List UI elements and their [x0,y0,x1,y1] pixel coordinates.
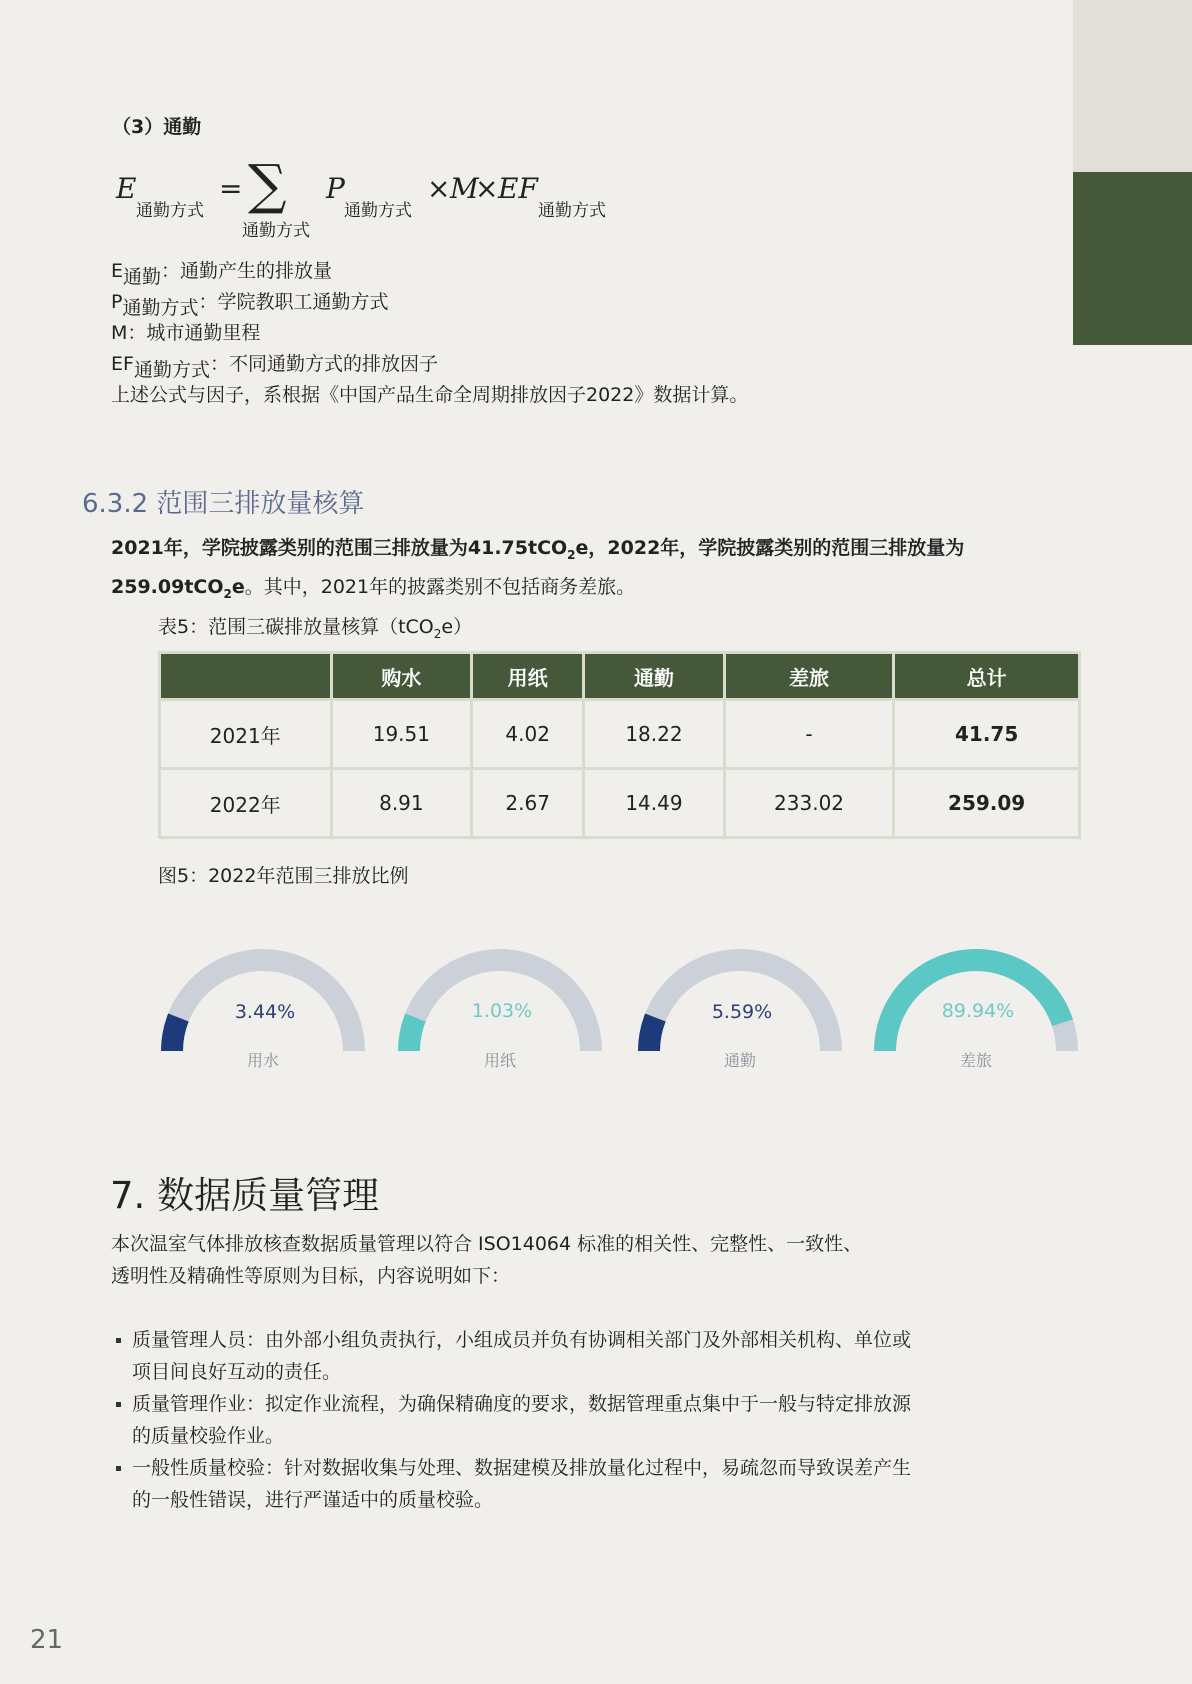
formula-m: M [450,172,479,205]
formula-sum-sub: 通勤方式 [242,221,310,241]
formula-e-sub: 通勤方式 [136,201,204,221]
gauge-category-label: 差旅 [959,1051,993,1070]
row-year: 2022年 [160,769,332,838]
sum-icon: ∑ [248,153,287,216]
formula-ef-sub: 通勤方式 [538,201,606,221]
formula-p-sub: 通勤方式 [344,201,412,221]
cell-total: 41.75 [894,700,1080,769]
scope3-gauge-chart [150,935,1090,1085]
list-item: 一般性质量校验：针对数据收集与处理、数据建模及排放量化过程中，易疏忽而导致误差产生 的一般性错误，进行严谨适中的质量校验。 [115,1452,1015,1516]
gauge-value-label: 1.03% [471,1000,533,1022]
definitions [111,256,748,411]
definition-p: P通勤方式：学院教职工通勤方式 [111,291,389,319]
header-travel: 差旅 [724,653,893,700]
header-total: 总计 [894,653,1080,700]
header-commute: 通勤 [584,653,725,700]
table-row [160,700,1080,769]
gauge-fill [649,1018,655,1052]
cell-paper: 4.02 [472,700,584,769]
page-number: 21 [30,1625,64,1655]
table-header-row [160,653,1080,700]
header-water: 购水 [331,653,472,700]
gauge-4 [885,960,1067,1070]
figure-caption: 图5：2022年范围三排放比例 [158,865,409,887]
cell-commute: 14.49 [584,769,725,838]
cell-total: 259.09 [894,769,1080,838]
bullet-icon [116,1466,121,1471]
quality-bullets [115,1324,1015,1516]
gauge-fill [172,1018,178,1052]
definition-e: E通勤：通勤产生的排放量 [111,260,333,288]
row-year: 2021年 [160,700,332,769]
gauge-value-label: 5.59% [711,1001,773,1023]
table-row [160,769,1080,838]
formula-ef: EF [498,172,538,205]
header-blank [160,653,332,700]
gauge-category-label: 用水 [246,1051,280,1070]
header-paper: 用纸 [472,653,584,700]
cell-water: 8.91 [331,769,472,838]
list-item: 质量管理人员：由外部小组负责执行，小组成员并负有协调相关部门及外部相关机构、单位或 项目间良好互动的责任。 [115,1324,1015,1388]
cell-commute: 18.22 [584,700,725,769]
scope3-summary: 2021年，学院披露类别的范围三排放量为41.75tCO$_2$e，2022年，学院披露类别的范围三排放量为 259.09tCO$_2$e。其中，2021年的披露类别不包括商务差旅。 [111,537,965,601]
gauge-2 [409,960,591,1070]
formula-e: E [116,172,137,205]
gauge-fill [409,1018,415,1052]
section-heading-632: 6.3.2 范围三排放量核算 [82,489,365,519]
gauge-1 [172,960,354,1070]
bullet-icon [116,1402,121,1407]
cell-water: 19.51 [331,700,472,769]
gauge-3 [649,960,831,1070]
formula-equals: = [219,172,243,205]
source-note: 上述公式与因子，系根据《中国产品生命全周期排放因子2022》数据计算。 [111,384,749,406]
gauge-category-label: 通勤 [723,1051,757,1070]
definition-ef: EF通勤方式：不同通勤方式的排放因子 [111,353,438,381]
commute-formula [116,153,636,241]
formula-times-2: × [475,172,499,205]
side-tab-green [1073,172,1192,345]
definition-m: M：城市通勤里程 [111,322,261,344]
commute-heading: （3）通勤 [112,116,202,138]
list-item: 质量管理作业：拟定作业流程，为确保精确度的要求，数据管理重点集中于一般与特定排放源 的质量校验作业。 [115,1388,1015,1452]
table-caption: 表5：范围三碳排放量核算（tCO$_2$e） [158,616,473,641]
cell-travel: - [724,700,893,769]
quality-intro: 本次温室气体排放核查数据质量管理以符合 ISO14064 标准的相关性、完整性、一致性、 透明性及精确性等原则为目标，内容说明如下： [111,1233,863,1287]
cell-paper: 2.67 [472,769,584,838]
formula-times-1: × [427,172,451,205]
formula-p: P [326,172,345,205]
gauge-value-label: 3.44% [234,1001,296,1023]
gauge-value-label: 89.94% [941,1000,1015,1022]
section-heading-7: 7. 数据质量管理 [110,1174,380,1217]
side-tab-gray [1073,0,1192,172]
scope3-table [158,651,1081,839]
cell-travel: 233.02 [724,769,893,838]
bullet-icon [116,1338,121,1343]
gauge-category-label: 用纸 [483,1051,517,1070]
